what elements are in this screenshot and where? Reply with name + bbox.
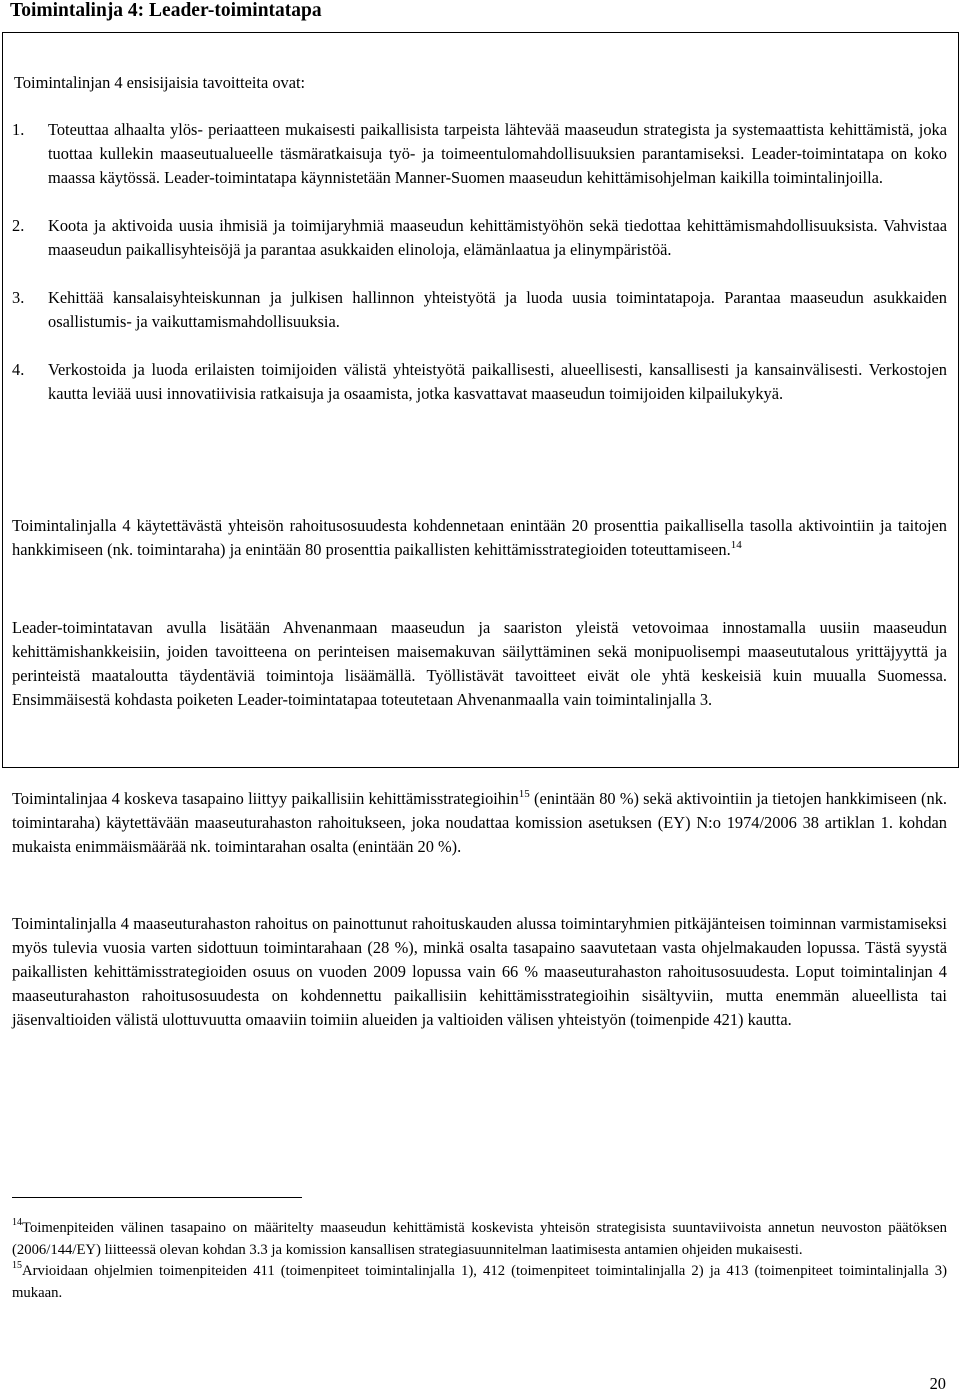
financing-paragraph: Toimintalinjalla 4 maaseuturahaston rahoitus on painottunut rahoituskauden alussa toimintaryhmien pitkäjänteisen toiminnan varmistamiseksi myös tulevia vuosia varten sidottuun toimintarahaan (28 %), minkä osalta tasapaino saavutetaan vasta ohjelmakauden lopussa. Tästä syystä paikallisten kehittämisstrategioiden osuus on vuoden 2009 lopussa vain 66 % maaseuturahaston rahoitusosuudesta. Loput toimintalinjan 4 maaseuturahaston rahoitusosuudesta on kohdennettu paikallisiin kehittämisstrategioihin sisältyviin, mutta enemmän alueellista tai jäsenvaltioiden välistä ulottuvuutta omaaviin toimiin alueiden ja valtioiden välisen yhteistyön (toimenpide 421) kautta.	[12, 914, 947, 1029]
objective-text: Kehittää kansalaisyhteiskunnan ja julkisen hallinnon yhteistyötä ja luoda uusia toimintatapoja. Parantaa maaseudun asukkaiden osallistumis- ja vaikuttamismahdollisuuksia.	[48, 288, 947, 331]
footnote-divider	[12, 1197, 302, 1198]
footnote-number: 15	[12, 1260, 22, 1271]
funding-share-text: Toimintalinjalla 4 käytettävästä yhteisön rahoitusosuudesta kohdennetaan enintään 20 prosenttia paikallisella tasolla aktivointiin ja taitojen hankkimiseen (nk. toimintaraha) ja enintään 80 prosenttia paikallisten kehittämisstrategioiden toteuttamiseen.	[12, 516, 947, 559]
objective-text: Verkostoida ja luoda erilaisten toimijoiden välistä yhteistyötä paikallisesti, alueellisesti, kansallisesti ja kansainvälisesti. Verkostojen kautta leviää uusi innovatiivisia ratkaisuja ja osaamista, jotka kasvattavat maaseudun toimijoiden kilpailukykyä.	[48, 360, 947, 403]
footnote-15	[12, 1261, 947, 1304]
objective-number: 3.	[12, 288, 25, 307]
objective-item	[12, 286, 947, 334]
section-heading: Toimintalinja 4: Leader-toimintatapa	[10, 0, 322, 21]
footnote-ref-14[interactable]: 14	[730, 539, 742, 551]
objectives-list	[12, 118, 947, 430]
balance-text-start: Toimintalinjaa 4 koskeva tasapaino liittyy paikallisiin kehittämisstrategioihin	[12, 789, 519, 808]
funding-share-paragraph	[12, 514, 947, 562]
page-number: 20	[929, 1374, 946, 1393]
footnote-text: Arvioidaan ohjelmien toimenpiteiden 411 (toimenpiteet toimintalinjalla 1), 412 (toimenpiteet toimintalinjalla 2) ja 413 (toimenpiteet toimintalinjalla 3) mukaan.	[12, 1263, 947, 1301]
footnote-ref-15[interactable]: 15	[518, 788, 530, 800]
footnote-14	[12, 1218, 947, 1261]
footnotes	[12, 1218, 947, 1304]
objective-item	[12, 358, 947, 406]
balance-text-end: (enintään 80 %) sekä aktivointiin ja tietojen hankkimiseen (nk. toimintaraha) käytettävään maaseuturahaston rahoitukseen, joka noudattaa komission asetuksen (EY) N:o 1974/2006 38 artiklan 1. kohdan mukaista enimmäismäärää nk. toimintarahan osalta (enintään 20 %).	[12, 789, 947, 856]
footnote-text: Toimenpiteiden välinen tasapaino on määritelty maaseudun kehittämistä koskevista yhteisön strategisista suuntaviivoista annetun neuvoston päätöksen (2006/144/EY) liitteessä olevan kohdan 3.3 ja komission kansallisen strategiasuunnitelman laatimisesta antamien ohjeiden mukaisesti.	[12, 1220, 947, 1258]
objective-number: 1.	[12, 120, 25, 139]
objectives-intro: Toimintalinjan 4 ensisijaisia tavoitteita ovat:	[14, 73, 306, 92]
objective-text: Toteuttaa alhaalta ylös- periaatteen mukaisesti paikallisista tarpeista lähtevää maaseudun strategista ja systemaattista kehittämistä, joka tuottaa kullekin maaseutualueelle täsmäratkaisuja työ- ja toimeentulomahdollisuuksien parantamiseksi. Leader-toimintatapa on koko maassa käytössä. Leader-toimintatapa käynnistetään Manner-Suomen maaseudun kehittämisohjelman kaikilla toimintalinjoilla.	[48, 120, 947, 187]
objective-number: 2.	[12, 216, 25, 235]
aland-paragraph: Leader-toimintatavan avulla lisätään Ahvenanmaan maaseudun ja saariston yleistä vetovoimaa innostamalla uusiin maaseudun kehittämishankkeisiin, joiden tavoitteena on perinteisen maisemakuvan säilyttäminen sekä monipuolisempi maaseututalous yrittäjyyttä ja perinteistä maataloutta täydentäviä toimintoja lisäämällä. Työllistävät tavoitteet eivät ole yhtä keskeisiä kuin muualla Suomessa. Ensimmäisestä kohdasta poiketen Leader-toimintatapaa toteutetaan Ahvenanmaalla vain toimintalinjalla 3.	[12, 618, 947, 709]
objective-text: Koota ja aktivoida uusia ihmisiä ja toimijaryhmiä maaseudun kehittämistyöhön sekä tiedottaa kehittämismahdollisuuksista. Vahvistaa maaseudun paikallisyhteisöjä ja parantaa asukkaiden elinoloja, elämänlaatua ja elinympäristöä.	[48, 216, 947, 259]
objective-item	[12, 214, 947, 262]
objective-number: 4.	[12, 360, 25, 379]
footnote-number: 14	[12, 1217, 22, 1228]
balance-paragraph	[12, 787, 947, 859]
objective-item	[12, 118, 947, 190]
